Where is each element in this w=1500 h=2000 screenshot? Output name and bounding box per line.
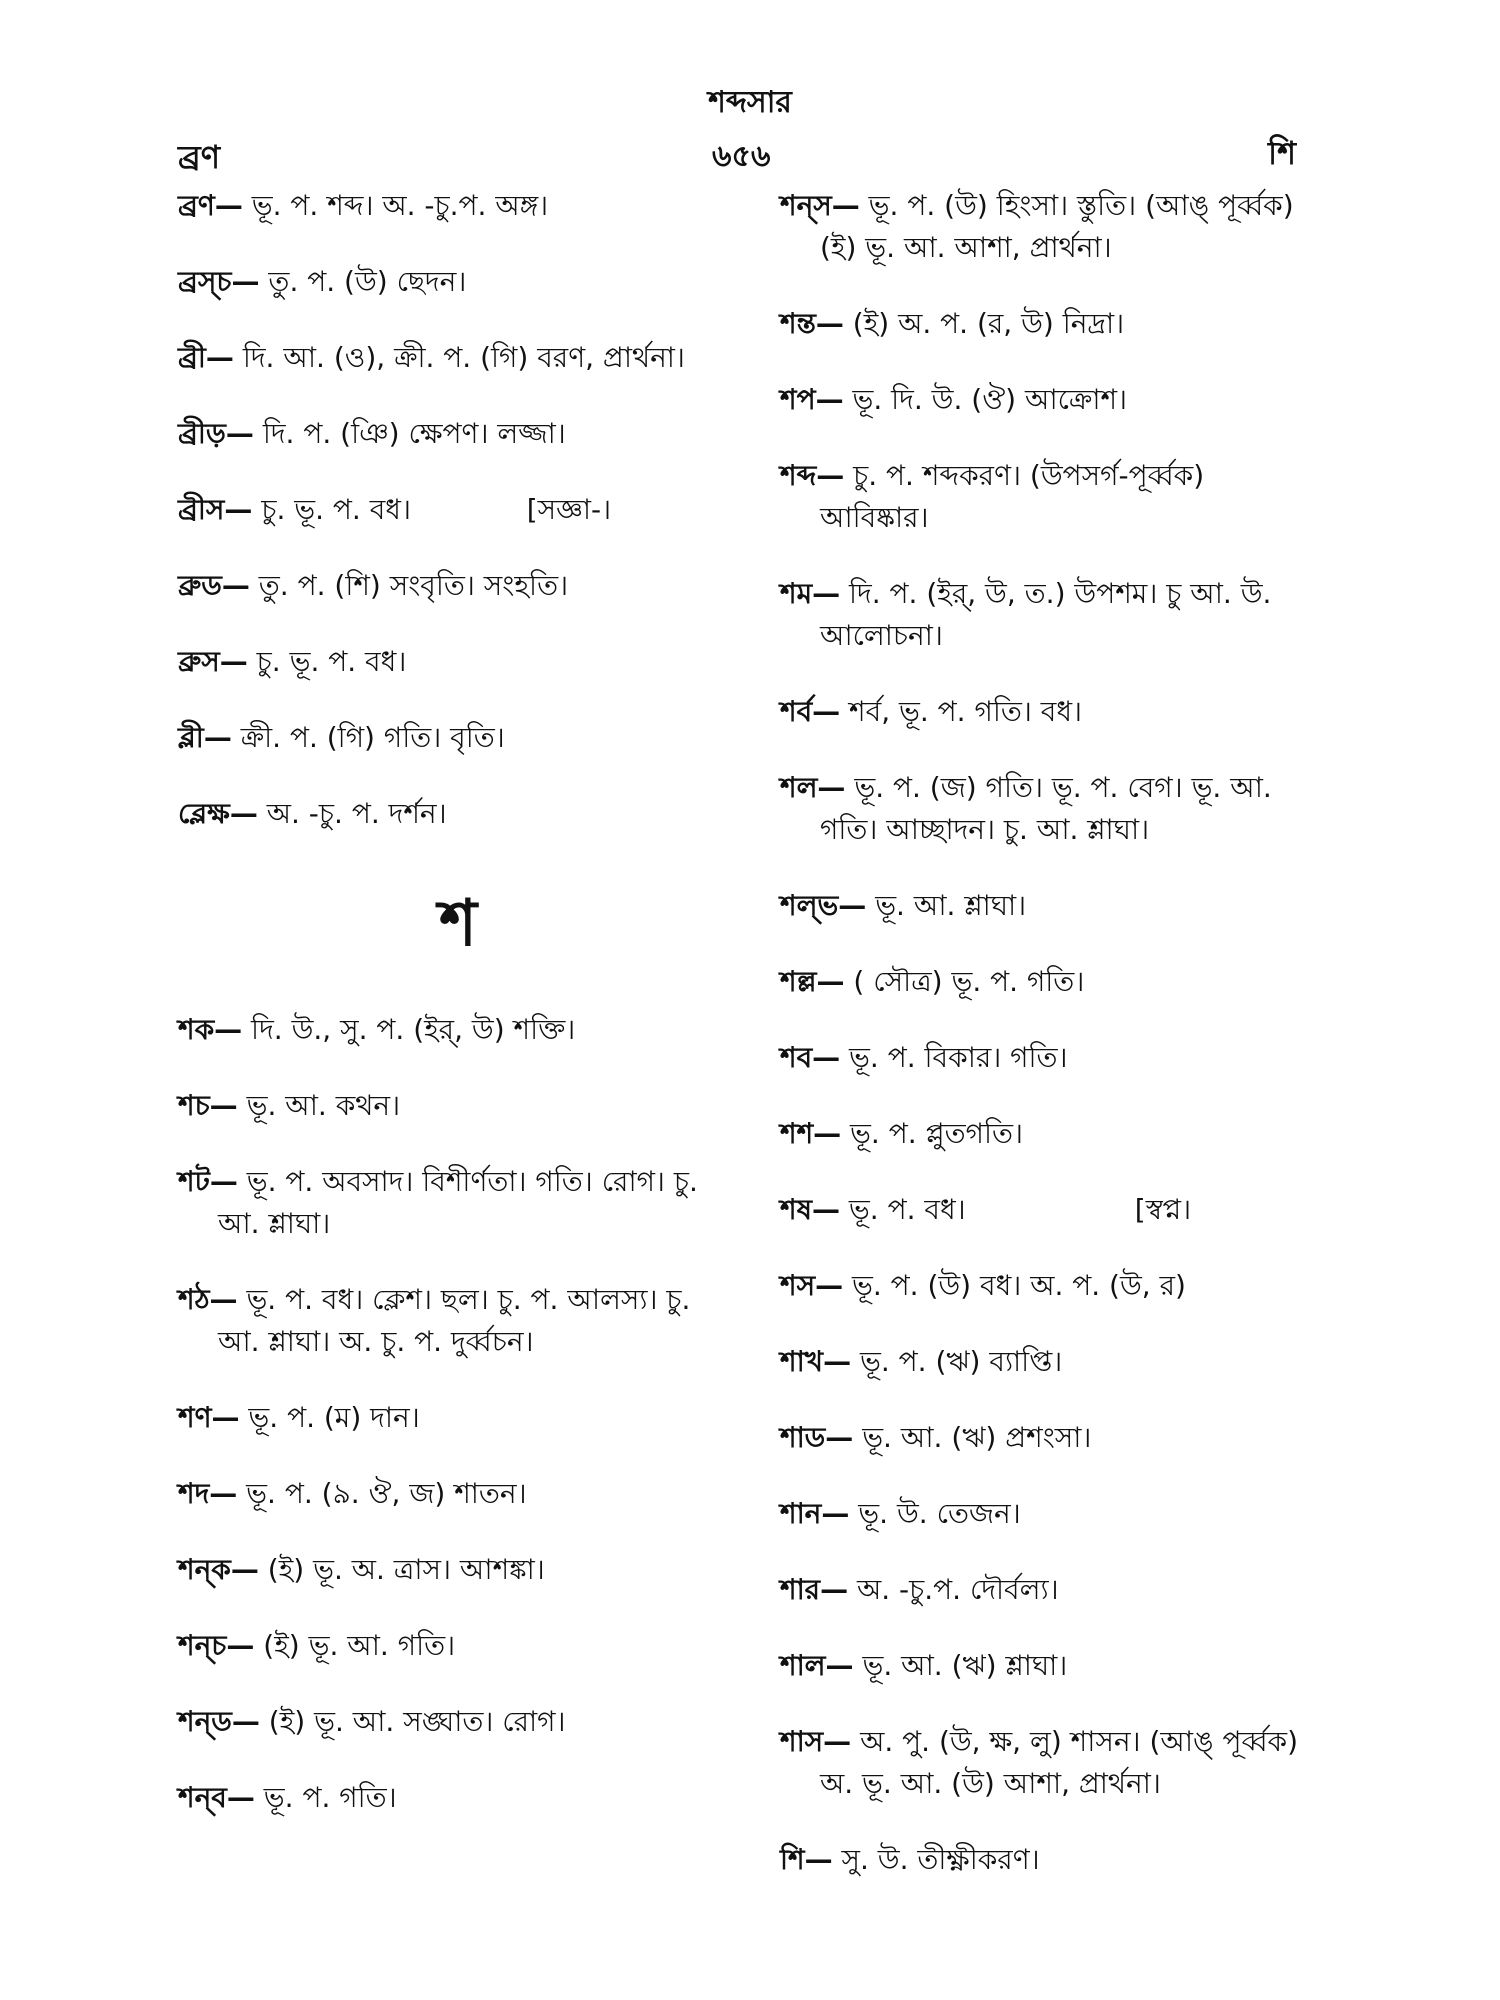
dictionary-entry <box>178 1777 738 1819</box>
dictionary-entry <box>178 1397 738 1439</box>
dictionary-entry <box>178 1009 738 1051</box>
page-number: ৬৫৬ <box>712 139 771 174</box>
dictionary-entry <box>780 1839 1320 1881</box>
entry-definition: ভূ. প. (জ) গতি। ভূ. প. বেগ। ভূ. আ. গতি। আচ্ছাদন। চু. আ. শ্লাঘা। <box>820 771 1281 846</box>
entry-headword: ব্রীড়— <box>178 417 254 450</box>
dictionary-entry <box>780 1417 1320 1459</box>
entry-headword: ব্রুস— <box>178 645 248 678</box>
entry-headword: শপ— <box>780 383 844 416</box>
section-letter-heading: শ <box>439 887 477 961</box>
entry-definition: ভূ. আ. (ঋ) শ্লাঘা। <box>853 1649 1068 1682</box>
entry-definition: (ই) ভূ. আ. সঙ্ঘাত। রোগ। <box>259 1705 566 1738</box>
dictionary-entry <box>178 717 738 759</box>
dictionary-entry <box>178 1701 738 1743</box>
entry-definition: ভূ. প. অবসাদ। বিশীর্ণতা। গতি। রোগ। চু. আ. শ্লাঘা। <box>218 1165 707 1240</box>
entry-headword: শান— <box>780 1497 850 1530</box>
entry-headword: শক— <box>178 1013 243 1046</box>
entry-definition: চু. ভূ. প. বধ। [সজ্ঞা-। <box>252 493 612 526</box>
entry-definition: তু. প. (উ) ছেদন। <box>259 265 467 298</box>
dictionary-entry <box>780 1569 1320 1611</box>
dictionary-entry <box>780 1341 1320 1383</box>
entry-headword: শম— <box>780 577 841 610</box>
dictionary-entry <box>780 303 1320 345</box>
entry-definition: ভূ. প. (উ) হিংসা। স্তুতি। (আঙ্ পূর্ব্বক) (ই) ভূ. আ. আশা, প্রার্থনা। <box>820 189 1303 264</box>
entry-headword: শট— <box>178 1165 238 1198</box>
entry-definition: ভূ. আ. শ্লাঘা। <box>866 889 1027 922</box>
dictionary-entry <box>780 1037 1320 1079</box>
entry-headword: শর্ব— <box>780 695 841 728</box>
dictionary-entry <box>780 379 1320 421</box>
entry-headword: শাল— <box>780 1649 854 1682</box>
entry-headword: শস— <box>780 1269 844 1302</box>
entry-headword: শব্দ— <box>780 459 845 492</box>
left-entries-after-section <box>178 1009 738 1819</box>
entry-headword: ব্রণ— <box>178 189 243 222</box>
entry-definition: ভূ. প. গতি। <box>254 1781 397 1814</box>
entry-definition: ভূ. দি. উ. (ঔ) আক্রোশ। <box>843 383 1128 416</box>
entry-definition: (ই) ভূ. অ. ত্রাস। আশঙ্কা। <box>258 1553 545 1586</box>
dictionary-entry <box>178 565 738 607</box>
dictionary-entry <box>780 185 1320 269</box>
left-column <box>178 185 738 1853</box>
entry-headword: শন্‌চ— <box>178 1629 255 1662</box>
entry-headword: শল— <box>780 771 846 804</box>
dictionary-entry <box>780 1189 1320 1231</box>
dictionary-entry <box>178 185 738 227</box>
entry-headword: শার— <box>780 1573 849 1606</box>
entry-headword: শচ— <box>178 1089 238 1122</box>
dictionary-entry <box>780 1645 1320 1687</box>
entry-headword: শাখ— <box>780 1345 852 1378</box>
entry-headword: শশ— <box>780 1117 842 1150</box>
entry-definition: ভূ. উ. তেজন। <box>849 1497 1021 1530</box>
right-guide-word: শি <box>1268 134 1297 172</box>
dictionary-entry <box>780 691 1320 733</box>
entry-headword: শঠ— <box>178 1283 238 1316</box>
dictionary-entry <box>780 1265 1320 1307</box>
entry-definition: দি. আ. (ও), ক্রী. প. (গি) বরণ, প্রার্থনা। <box>233 341 685 374</box>
entry-definition: চু. ভূ. প. বধ। <box>247 645 407 678</box>
entry-definition: শর্ব, ভূ. প. গতি। বধ। <box>840 695 1083 728</box>
left-guide-word: ব্রণ <box>178 138 221 176</box>
entry-headword: শষ— <box>780 1193 841 1226</box>
dictionary-entry <box>780 1721 1320 1805</box>
dictionary-entry <box>178 261 738 303</box>
entry-headword: শি— <box>780 1843 833 1876</box>
right-entries <box>780 185 1320 1881</box>
entry-headword: শাস— <box>780 1725 852 1758</box>
entry-definition: সু. উ. তীক্ষ্ণীকরণ। <box>832 1843 1040 1876</box>
entry-headword: শন্‌ব— <box>178 1781 255 1814</box>
entry-definition: ভূ. প. (ম) দান। <box>239 1401 420 1434</box>
entry-definition: ভূ. প. বিকার। গতি। <box>840 1041 1068 1074</box>
entry-headword: শল্‌ভ— <box>780 889 867 922</box>
entry-headword: শদ— <box>178 1477 238 1510</box>
entry-headword: ব্রস্‌চ— <box>178 265 260 298</box>
entry-definition: ভূ. প. (ঋ) ব্যাপ্তি। <box>851 1345 1063 1378</box>
entry-headword: শন্‌স— <box>780 189 860 222</box>
entry-definition: (ই) অ. প. (র, উ) নিদ্রা। <box>843 307 1125 340</box>
dictionary-entry <box>780 961 1320 1003</box>
entry-definition: দি. প. (ঞি) ক্ষেপণ। লজ্জা। <box>253 417 566 450</box>
dictionary-entry <box>178 1625 738 1667</box>
dictionary-entry <box>780 1493 1320 1535</box>
dictionary-entry <box>780 573 1320 657</box>
dictionary-entry <box>780 767 1320 851</box>
entry-definition: ভূ. প. প্লুতগতি। <box>841 1117 1024 1150</box>
entry-definition: (ই) ভূ. আ. গতি। <box>254 1629 456 1662</box>
entry-headword: ব্রুড— <box>178 569 250 602</box>
entry-definition: ভূ. প. বধ। ক্লেশ। ছল। চু. প. আলস্য। চু. আ. শ্লাঘা। অ. চু. প. দুর্ব্বচন। <box>218 1283 700 1358</box>
entry-headword: ব্লী— <box>178 721 232 754</box>
entry-definition: তু. প. (শি) সংবৃতি। সংহতি। <box>249 569 569 602</box>
dictionary-entry <box>178 337 738 379</box>
entry-definition: ভূ. প. বধ। [স্বপ্ন। <box>840 1193 1192 1226</box>
entry-definition: অ. -চু. প. দর্শন। <box>257 797 447 830</box>
dictionary-entry <box>178 1279 738 1363</box>
dictionary-entry <box>178 1549 738 1591</box>
entry-headword: শন্‌ড— <box>178 1705 260 1738</box>
entry-definition: ক্রী. প. (গি) গতি। বৃতি। <box>231 721 505 754</box>
dictionary-entry <box>178 641 738 683</box>
entry-headword: ব্লেক্ষ— <box>178 797 258 830</box>
dictionary-entry <box>178 1085 738 1127</box>
entry-headword: শব— <box>780 1041 841 1074</box>
entry-definition: ভূ. প. (উ) বধ। অ. প. (উ, র) <box>843 1269 1186 1302</box>
entry-definition: দি. প. (ইর্‌, উ, ত.) উপশম। চু আ. উ. আলোচনা। <box>820 577 1281 652</box>
entry-definition: দি. উ., সু. প. (ইর্‌, উ) শক্তি। <box>242 1013 576 1046</box>
entry-headword: শণ— <box>178 1401 240 1434</box>
entry-definition: অ. পু. (উ, ক্ষ, লু) শাসন। (আঙ্ পূর্ব্বক) অ. ভূ. আ. (উ) আশা, প্রার্থনা। <box>820 1725 1307 1800</box>
entry-definition: ভূ. প. শব্দ। অ. -চু.প. অঙ্গ। <box>242 189 549 222</box>
dictionary-entry <box>178 1161 738 1245</box>
entry-headword: শাড— <box>780 1421 854 1454</box>
dictionary-entry <box>780 1113 1320 1155</box>
entry-definition: ভূ. প. (৯. ঔ, জ) শাতন। <box>237 1477 527 1510</box>
left-entries-before-section <box>178 185 738 835</box>
entry-headword: শন্ত— <box>780 307 844 340</box>
dictionary-entry <box>178 1473 738 1515</box>
right-column <box>780 185 1320 1915</box>
dictionary-entry <box>780 455 1320 539</box>
dictionary-entry <box>178 413 738 455</box>
entry-definition: অ. -চু.প. দৌর্বল্য। <box>848 1573 1059 1606</box>
dictionary-entry <box>780 885 1320 927</box>
entry-definition: ( সৌত্র) ভূ. প. গতি। <box>844 965 1085 998</box>
entry-definition: চু. প. শব্দকরণ। (উপসর্গ-পূর্ব্বক) আবিষ্কার। <box>820 459 1214 534</box>
entry-headword: ব্রী— <box>178 341 234 374</box>
entry-definition: ভূ. আ. (ঋ) প্রশংসা। <box>853 1421 1092 1454</box>
entry-headword: শন্‌ক— <box>178 1553 259 1586</box>
dictionary-entry <box>178 489 738 531</box>
entry-definition: ভূ. আ. কথন। <box>237 1089 401 1122</box>
dictionary-entry <box>178 793 738 835</box>
entry-headword: শল্ল— <box>780 965 845 998</box>
entry-headword: ব্রীস— <box>178 493 253 526</box>
page-title: শব্দসার <box>708 85 792 120</box>
